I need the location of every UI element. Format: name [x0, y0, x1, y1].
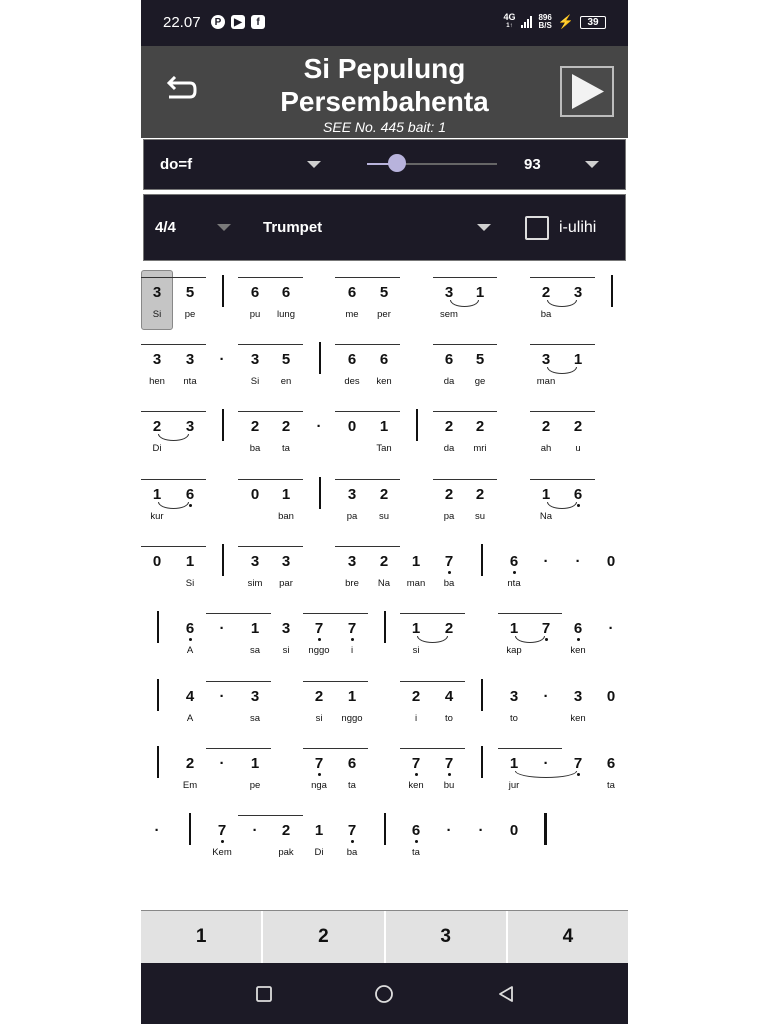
note[interactable]: 0	[606, 553, 616, 570]
note[interactable]: 2	[152, 418, 162, 435]
note[interactable]: ·	[575, 553, 581, 570]
note[interactable]: 7	[573, 755, 583, 772]
note[interactable]: 7	[347, 620, 357, 637]
note[interactable]: 1	[281, 486, 291, 503]
lyric-syllable: Kem	[212, 847, 232, 858]
note[interactable]: 2	[444, 620, 454, 637]
note[interactable]: 2	[444, 486, 454, 503]
note[interactable]: 0	[347, 418, 357, 435]
lyric-syllable: sa	[249, 713, 261, 724]
note[interactable]: 4	[444, 688, 454, 705]
instrument-dropdown-icon[interactable]	[477, 224, 491, 231]
lyric-syllable: su	[474, 511, 486, 522]
note[interactable]: 3	[185, 418, 195, 435]
lyric-syllable: ta	[607, 780, 615, 791]
verse-tab-1[interactable]: 1	[141, 911, 263, 963]
tempo-value[interactable]: 93	[524, 156, 541, 173]
note[interactable]: 1	[509, 755, 519, 772]
slur	[450, 300, 479, 307]
beat-group-line	[530, 411, 595, 412]
beat-group-line	[238, 277, 303, 278]
note[interactable]: ·	[316, 418, 322, 435]
slur	[417, 636, 448, 643]
note[interactable]: 2	[281, 822, 291, 839]
note[interactable]: 3	[281, 553, 291, 570]
beat-group-line	[335, 277, 400, 278]
beat-group-line	[433, 479, 497, 480]
clock: 22.07	[163, 14, 201, 31]
lyric-syllable: ken	[408, 780, 424, 791]
back-button[interactable]	[163, 76, 199, 106]
beat-group-line	[303, 681, 368, 682]
lyric-syllable: nta	[183, 376, 197, 387]
repeat-checkbox[interactable]	[525, 216, 549, 240]
bar-line	[481, 746, 483, 778]
note[interactable]: 1	[541, 486, 551, 503]
note[interactable]: 2	[475, 418, 485, 435]
beat-group-line	[335, 479, 400, 480]
note[interactable]: 2	[541, 284, 551, 301]
lyric-syllable: si	[412, 645, 420, 656]
lyric-syllable: ken	[376, 376, 392, 387]
lyric-syllable: Em	[182, 780, 198, 791]
note[interactable]: 2	[444, 418, 454, 435]
lower-octave-dot	[577, 638, 580, 641]
note[interactable]: 2	[379, 486, 389, 503]
note[interactable]: 2	[281, 418, 291, 435]
note[interactable]: 3	[573, 284, 583, 301]
youtube-icon: ▶	[231, 15, 245, 29]
instrument-row	[143, 194, 626, 261]
note[interactable]: ·	[543, 553, 549, 570]
lyric-syllable: sem	[440, 309, 458, 320]
key-tempo-row	[143, 139, 626, 190]
note[interactable]: 6	[509, 553, 519, 570]
slur	[515, 771, 577, 778]
note[interactable]: 5	[281, 351, 291, 368]
system-nav-bar	[141, 963, 628, 1024]
status-right	[503, 13, 606, 31]
key-dropdown-icon[interactable]	[307, 161, 321, 168]
beat-group-line	[400, 613, 465, 614]
note[interactable]: 1	[250, 755, 260, 772]
note[interactable]: 0	[152, 553, 162, 570]
tempo-slider[interactable]	[367, 163, 497, 165]
lyric-syllable: si	[315, 713, 323, 724]
bar-line	[611, 275, 613, 307]
note[interactable]: 7	[541, 620, 551, 637]
beat-group-line	[238, 479, 303, 480]
lower-octave-dot	[577, 773, 580, 776]
lower-octave-dot	[415, 773, 418, 776]
charging-icon: ⚡	[557, 14, 574, 29]
bar-line	[222, 409, 224, 441]
play-button[interactable]	[560, 66, 614, 117]
verse-tab-2[interactable]: 2	[263, 911, 385, 963]
bar-line	[319, 342, 321, 374]
lyric-syllable: Di	[314, 847, 324, 858]
beat-group-line	[433, 277, 497, 278]
note[interactable]: 1	[152, 486, 162, 503]
note[interactable]: 1	[347, 688, 357, 705]
note[interactable]: 0	[606, 688, 616, 705]
lyric-syllable: i	[350, 645, 354, 656]
note[interactable]: ·	[219, 620, 225, 637]
time-signature-dropdown-icon[interactable]	[217, 224, 231, 231]
bar-line	[222, 275, 224, 307]
lyric-syllable: i	[414, 713, 418, 724]
lyric-syllable: nggo	[341, 713, 363, 724]
beat-group-line	[206, 613, 271, 614]
lyric-syllable: ta	[348, 780, 356, 791]
lyric-syllable: su	[378, 511, 390, 522]
lyric-syllable: par	[279, 578, 293, 589]
beat-group-line	[141, 546, 206, 547]
lyric-syllable: sa	[249, 645, 261, 656]
bar-line	[384, 611, 386, 643]
note[interactable]: 6	[573, 620, 583, 637]
lyric-syllable: kap	[506, 645, 522, 656]
lyric-syllable: pak	[278, 847, 294, 858]
lower-octave-dot	[318, 638, 321, 641]
lyric-syllable: ba	[346, 847, 358, 858]
bar-line	[319, 477, 321, 509]
note[interactable]: 7	[217, 822, 227, 839]
note[interactable]: 1	[573, 351, 583, 368]
note[interactable]: ·	[219, 755, 225, 772]
note[interactable]: 2	[541, 418, 551, 435]
instrument-select[interactable]: Trumpet	[263, 219, 323, 236]
note[interactable]: ·	[478, 822, 484, 839]
lyric-syllable: pe	[249, 780, 261, 791]
key-select[interactable]: do=f	[160, 156, 193, 173]
beat-group-line	[141, 479, 206, 480]
bar-line	[189, 813, 191, 845]
slur	[547, 502, 577, 509]
lyric-syllable: Si	[185, 578, 195, 589]
beat-group-line	[303, 613, 368, 614]
note[interactable]: 0	[250, 486, 260, 503]
lyric-syllable: da	[443, 376, 455, 387]
note[interactable]: 3	[250, 351, 260, 368]
bar-line	[481, 544, 483, 576]
lyric-syllable: des	[344, 376, 360, 387]
note[interactable]: ·	[219, 688, 225, 705]
lyric-syllable: Si	[152, 309, 162, 320]
note[interactable]: 4	[185, 688, 195, 705]
beat-group-line	[141, 411, 206, 412]
lyric-syllable: A	[186, 645, 194, 656]
note[interactable]: 3	[347, 486, 357, 503]
lower-octave-dot	[513, 571, 516, 574]
note[interactable]: 1	[475, 284, 485, 301]
undo-arrow-icon	[163, 76, 199, 106]
lyric-syllable: Tan	[376, 443, 392, 454]
note[interactable]: 6	[444, 351, 454, 368]
note[interactable]: 1	[185, 553, 195, 570]
lyric-syllable: pu	[249, 309, 261, 320]
facebook-icon: f	[251, 15, 265, 29]
verse-tabs	[141, 910, 628, 963]
note[interactable]: 3	[541, 351, 551, 368]
beat-group-line	[141, 277, 206, 278]
note[interactable]: 3	[444, 284, 454, 301]
note[interactable]: 6	[185, 620, 195, 637]
beat-group-line	[530, 277, 595, 278]
note[interactable]: 6	[250, 284, 260, 301]
note[interactable]: 2	[411, 688, 421, 705]
final-bar-line	[544, 813, 547, 845]
note[interactable]: 3	[185, 351, 195, 368]
note[interactable]: 6	[347, 351, 357, 368]
lyric-syllable: man	[406, 578, 426, 589]
lower-octave-dot	[351, 840, 354, 843]
bar-line	[384, 813, 386, 845]
beat-group-line	[530, 479, 595, 480]
slur	[158, 434, 189, 441]
lyric-syllable: sim	[247, 578, 263, 589]
note[interactable]: 3	[509, 688, 519, 705]
note[interactable]: 2	[475, 486, 485, 503]
note[interactable]: 6	[573, 486, 583, 503]
note[interactable]: 6	[281, 284, 291, 301]
lyric-syllable: nga	[311, 780, 327, 791]
lower-octave-dot	[577, 504, 580, 507]
beat-group-line	[335, 411, 400, 412]
lyric-syllable: pe	[184, 309, 196, 320]
note[interactable]: 1	[250, 620, 260, 637]
note[interactable]: ·	[252, 822, 258, 839]
note[interactable]: 1	[314, 822, 324, 839]
lyric-syllable: ban	[278, 511, 294, 522]
note[interactable]: 2	[250, 418, 260, 435]
lyric-syllable: to	[510, 713, 518, 724]
lower-octave-dot	[545, 638, 548, 641]
note[interactable]: 1	[509, 620, 519, 637]
note[interactable]: 1	[411, 553, 421, 570]
network-type: 4G 1↑	[503, 12, 516, 29]
play-icon	[562, 68, 612, 115]
lyric-syllable: ken	[570, 713, 586, 724]
home-button[interactable]	[375, 985, 393, 1003]
beat-group-line	[433, 411, 497, 412]
lower-octave-dot	[351, 638, 354, 641]
lyric-syllable: ah	[540, 443, 552, 454]
lower-octave-dot	[318, 773, 321, 776]
beat-group-line	[206, 681, 271, 682]
lyric-syllable: da	[443, 443, 455, 454]
notation-sheet[interactable]	[141, 262, 628, 908]
notification-icons	[211, 15, 265, 29]
lyric-syllable: bre	[345, 578, 359, 589]
note[interactable]: 1	[411, 620, 421, 637]
note[interactable]: 3	[573, 688, 583, 705]
beat-group-line	[400, 748, 465, 749]
beat-group-line	[238, 411, 303, 412]
note[interactable]: ·	[543, 755, 549, 772]
lyric-syllable: u	[575, 443, 581, 454]
note[interactable]: 6	[379, 351, 389, 368]
status-bar	[141, 0, 628, 46]
beat-group-line	[238, 344, 303, 345]
back-nav-button[interactable]	[497, 985, 515, 1003]
bar-line	[222, 544, 224, 576]
lyric-syllable: per	[377, 309, 391, 320]
triangle-back-icon	[497, 985, 515, 1003]
lyric-syllable: Di	[152, 443, 162, 454]
beat-group-line	[335, 546, 400, 547]
lyric-syllable: ba	[443, 578, 455, 589]
note[interactable]: 6	[185, 486, 195, 503]
beat-group-line	[498, 613, 562, 614]
lower-octave-dot	[221, 840, 224, 843]
note[interactable]: ·	[608, 620, 614, 637]
lyric-syllable: ba	[540, 309, 552, 320]
note[interactable]: ·	[543, 688, 549, 705]
lyric-syllable: Si	[250, 376, 260, 387]
note[interactable]: 3	[152, 351, 162, 368]
note[interactable]: ·	[219, 351, 225, 368]
beat-group-line	[335, 344, 400, 345]
lyric-syllable: pa	[346, 511, 358, 522]
lyric-syllable: to	[445, 713, 453, 724]
lyric-syllable: ta	[412, 847, 420, 858]
lower-octave-dot	[189, 638, 192, 641]
note[interactable]: 1	[379, 418, 389, 435]
beat-group-line	[400, 681, 465, 682]
lyric-syllable: ge	[474, 376, 486, 387]
battery-level: 39	[587, 16, 599, 28]
note[interactable]: 7	[411, 755, 421, 772]
note[interactable]: 3	[152, 284, 162, 301]
bar-line	[481, 679, 483, 711]
note[interactable]: 5	[379, 284, 389, 301]
note[interactable]: 6	[411, 822, 421, 839]
lower-octave-dot	[448, 773, 451, 776]
phone-screen	[141, 0, 628, 1024]
lower-octave-dot	[415, 840, 418, 843]
tempo-slider-thumb[interactable]	[388, 154, 406, 172]
beat-group-line	[238, 546, 303, 547]
lyric-syllable: kur	[150, 511, 164, 522]
lyric-syllable: pa	[443, 511, 455, 522]
slur	[547, 367, 577, 374]
lyric-syllable: mri	[473, 443, 487, 454]
lyric-syllable: nggo	[308, 645, 330, 656]
lyric-syllable: en	[280, 376, 292, 387]
lyric-syllable: nta	[507, 578, 521, 589]
slur	[158, 502, 189, 509]
note[interactable]: 6	[347, 755, 357, 772]
lyric-syllable: ba	[249, 443, 261, 454]
verse-tab-3[interactable]: 3	[386, 911, 508, 963]
slur	[515, 636, 545, 643]
note[interactable]: 5	[185, 284, 195, 301]
note[interactable]: 2	[379, 553, 389, 570]
song-title: Si Pepulung Persembahenta	[280, 53, 489, 117]
beat-group-line	[303, 748, 368, 749]
lyric-syllable: si	[282, 645, 290, 656]
note[interactable]: 7	[347, 822, 357, 839]
network-speed: 896 B/S	[538, 13, 552, 30]
lyric-syllable: me	[345, 309, 359, 320]
lyric-syllable: A	[186, 713, 194, 724]
note[interactable]: 5	[475, 351, 485, 368]
time-signature-select[interactable]: 4/4	[155, 219, 176, 236]
note[interactable]: 3	[250, 553, 260, 570]
battery-icon	[580, 16, 606, 29]
pinterest-icon: P	[211, 15, 225, 29]
lyric-syllable: Na	[377, 578, 391, 589]
bar-line	[157, 679, 159, 711]
note[interactable]: 2	[314, 688, 324, 705]
beat-group-line	[433, 344, 497, 345]
note[interactable]: ·	[446, 822, 452, 839]
circle-icon	[375, 985, 393, 1003]
lower-octave-dot	[189, 504, 192, 507]
note[interactable]: 2	[573, 418, 583, 435]
note[interactable]: 3	[281, 620, 291, 637]
recents-button[interactable]	[255, 985, 273, 1003]
lyric-syllable: Na	[539, 511, 553, 522]
note[interactable]: 7	[444, 553, 454, 570]
slur	[547, 300, 577, 307]
note[interactable]: 6	[347, 284, 357, 301]
signal-icon	[521, 16, 532, 28]
note[interactable]: ·	[154, 822, 160, 839]
lyric-syllable: hen	[149, 376, 165, 387]
beat-group-line	[498, 748, 562, 749]
square-icon	[255, 985, 273, 1003]
app-header	[141, 46, 628, 138]
lyric-syllable: lung	[277, 309, 295, 320]
beat-group-line	[206, 748, 271, 749]
note[interactable]: 7	[314, 755, 324, 772]
tempo-dropdown-icon[interactable]	[585, 161, 599, 168]
beat-group-line	[238, 815, 303, 816]
bar-line	[157, 611, 159, 643]
note[interactable]: 6	[606, 755, 616, 772]
repeat-label: i-ulihi	[559, 219, 597, 236]
beat-group-line	[141, 344, 206, 345]
note[interactable]: 7	[314, 620, 324, 637]
lower-octave-dot	[448, 571, 451, 574]
lyric-syllable: man	[536, 376, 556, 387]
verse-tab-4[interactable]: 4	[508, 911, 628, 963]
song-reference: SEE No. 445 bait: 1	[323, 119, 446, 135]
beat-group-line	[530, 344, 595, 345]
note[interactable]: 7	[444, 755, 454, 772]
note[interactable]: 3	[250, 688, 260, 705]
note[interactable]: 3	[347, 553, 357, 570]
lyric-syllable: jur	[508, 780, 520, 791]
note[interactable]: 0	[509, 822, 519, 839]
lyric-syllable: bu	[443, 780, 455, 791]
note[interactable]: 2	[185, 755, 195, 772]
lyric-syllable: ken	[570, 645, 586, 656]
lyric-syllable: ta	[282, 443, 290, 454]
bar-line	[416, 409, 418, 441]
bar-line	[157, 746, 159, 778]
